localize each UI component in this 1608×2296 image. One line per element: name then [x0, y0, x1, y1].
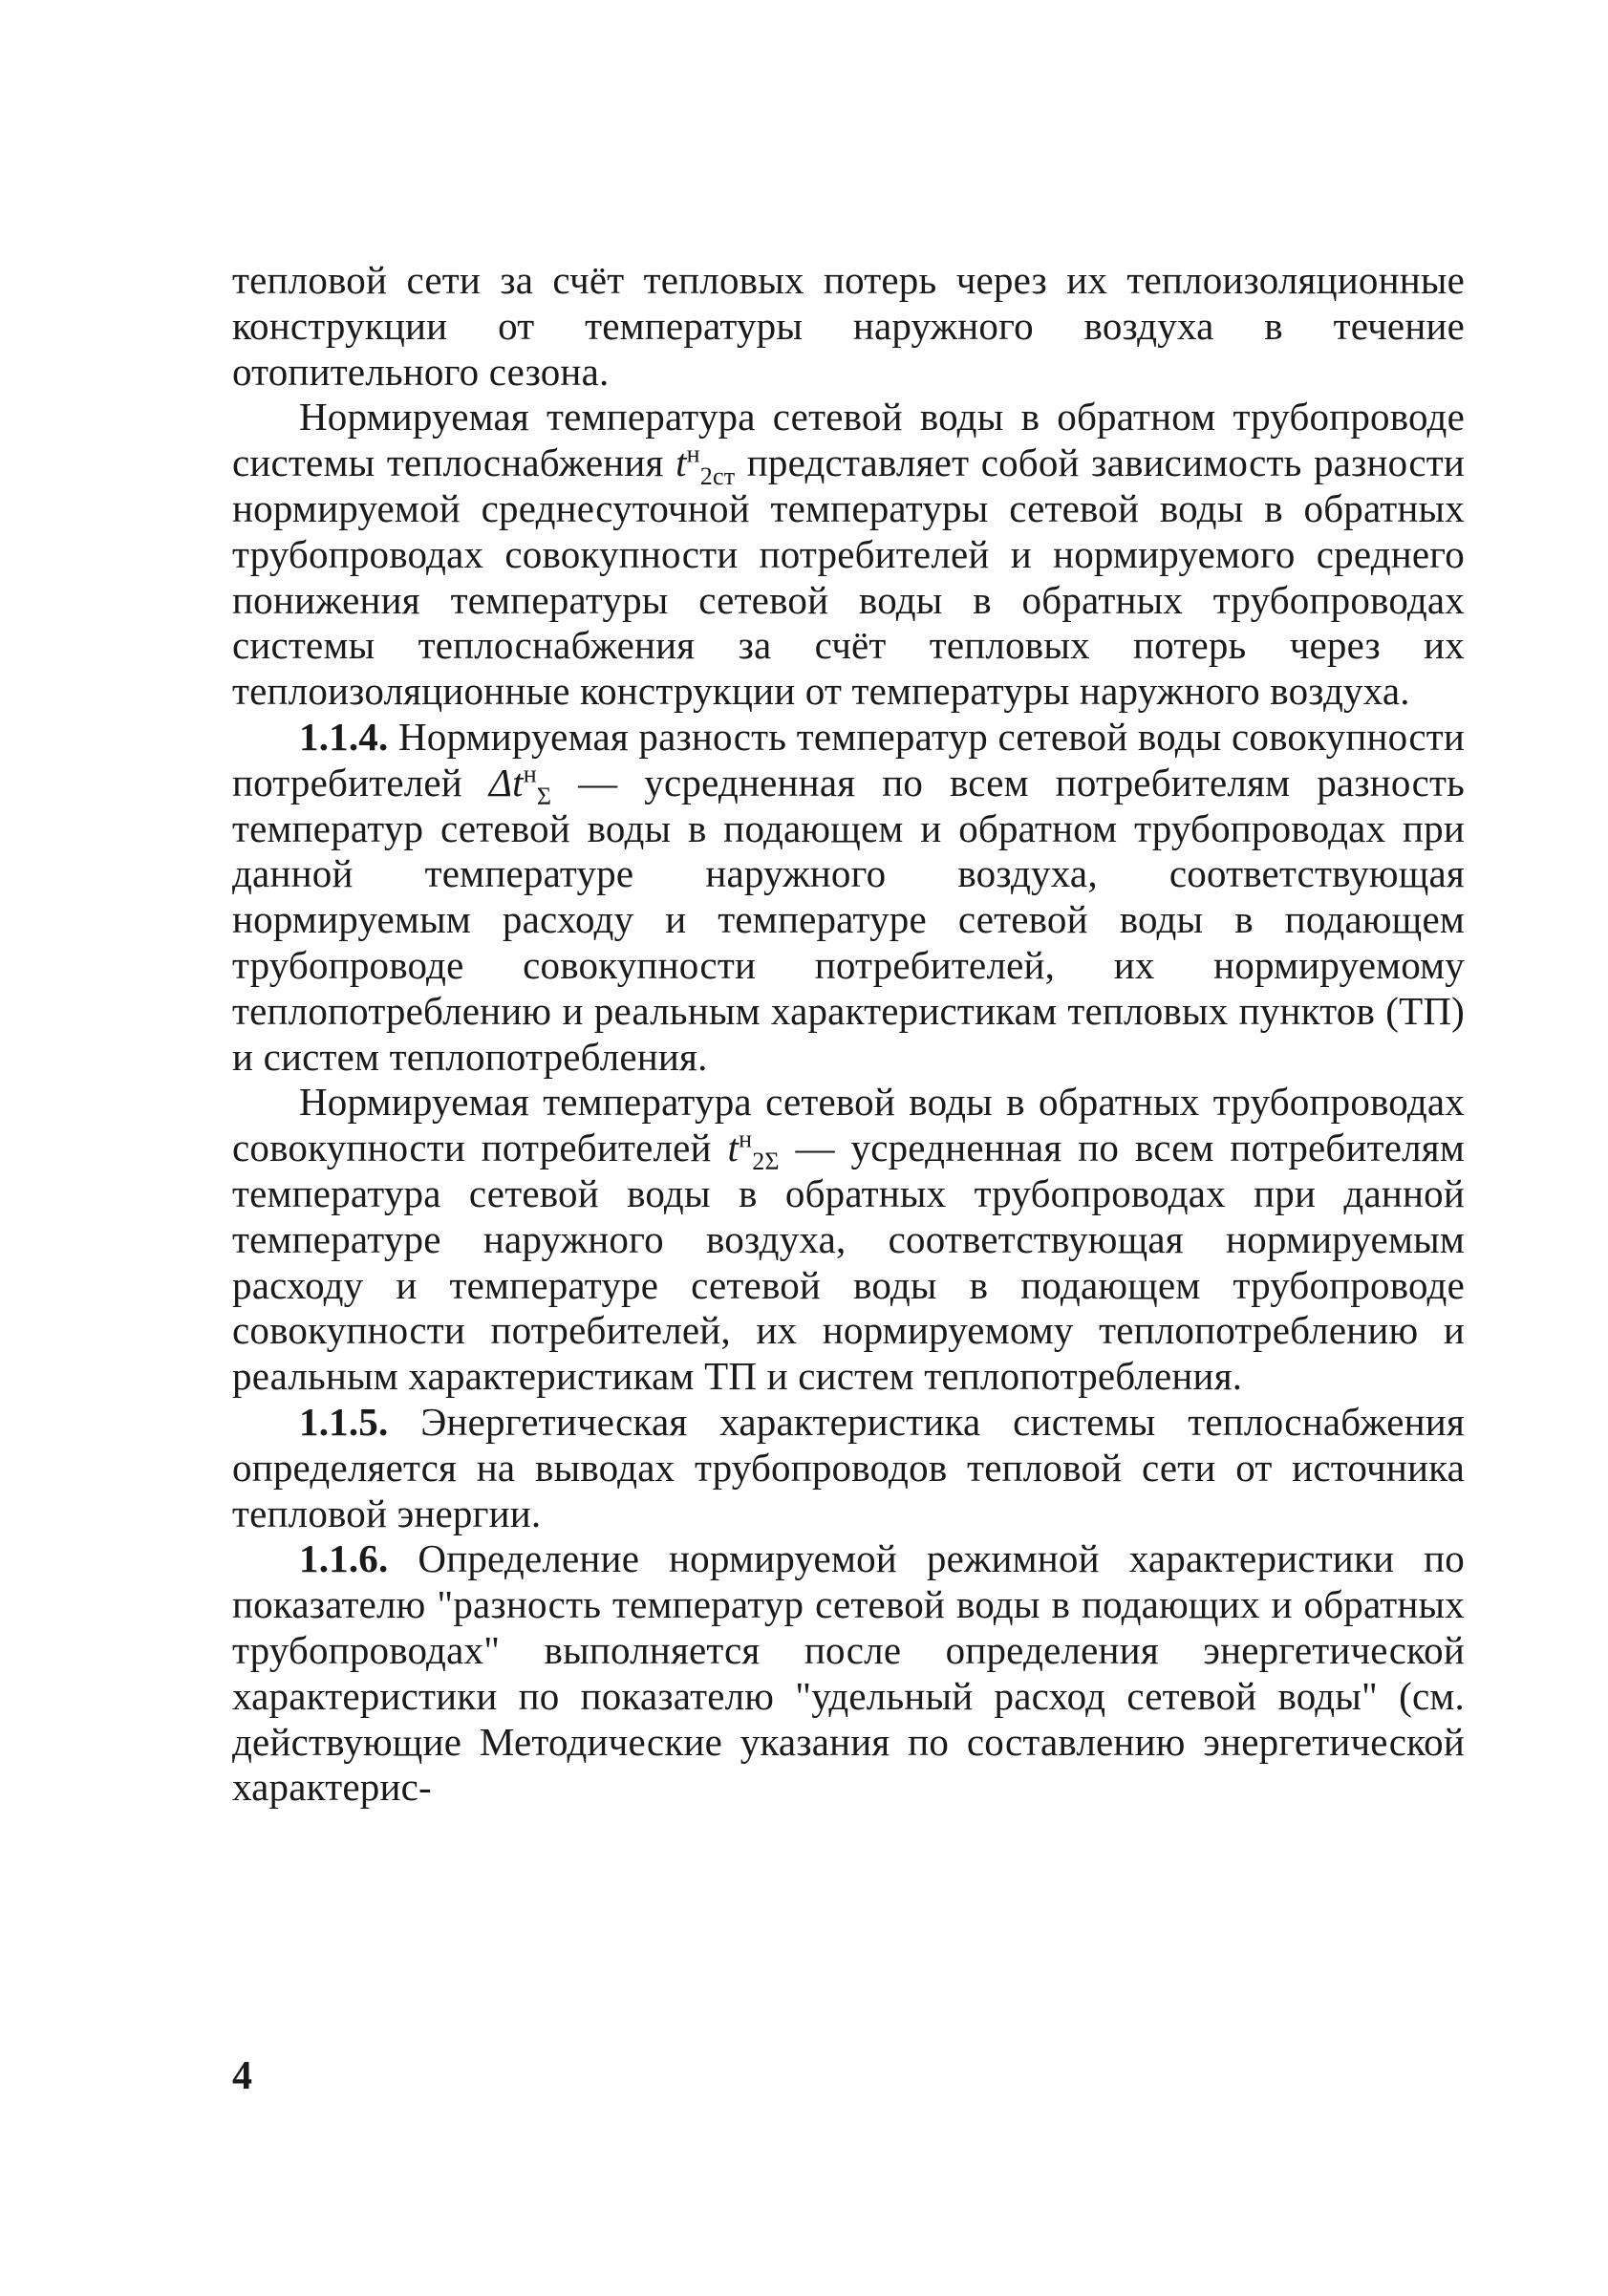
- symbol-delta-t-sum-base: Δt: [488, 760, 524, 805]
- symbol-delta-t-sum: [488, 760, 552, 810]
- paragraph-3-text-end: — усредненная по всем потребителям разность температур сетевой воды в подающем и обратном трубопроводах при данной температуре наружного воздуха, соответствующая нормируемым расходу и температуре сетевой воды в подающем трубопроводе совокупности потребителей, их нормируемому теплопотреблению и реальным характеристикам тепловых пунктов (ТП) и систем теплопотребления.: [232, 760, 1465, 1079]
- paragraph-3: [232, 715, 1465, 1080]
- symbol-t2-sum-sub: 2Σ: [752, 1148, 780, 1176]
- symbol-t2st-sub: 2ст: [699, 462, 736, 491]
- section-number-1-1-5: 1.1.5.: [299, 1399, 389, 1444]
- paragraph-5-text: Энергетическая характеристика системы теплоснабжения определяется на выводах трубопроводов тепловой сети от источника тепловой энергии.: [232, 1399, 1466, 1535]
- section-number-1-1-4: 1.1.4.: [299, 714, 389, 759]
- symbol-t2-sum: [727, 1125, 780, 1176]
- symbol-delta-t-sum-sup: н: [523, 760, 537, 788]
- page-body: [232, 258, 1465, 1811]
- paragraph-1-text: тепловой сети за счёт тепловых потерь через их теплоизоляционные конструкции от температуры наружного воздуха в течение отопительного сезона.: [232, 258, 1465, 394]
- paragraph-2-text-end: представляет собой зависимость разности нормируемой среднесуточной температуры сетевой воды в обратных трубопроводах совокупности потребителей и нормируемого среднего понижения температуры сетевой воды в обратных трубопроводах системы теплоснабжения за счёт тепловых потерь через их теплоизоляционные конструкции от температуры наружного воздуха.: [232, 440, 1465, 714]
- paragraph-2: [232, 395, 1465, 715]
- paragraph-4: [232, 1080, 1465, 1400]
- paragraph-2-text-start: Нормируемая температура сетевой воды в обратном трубопроводе системы теплоснабжения: [232, 395, 1465, 485]
- paragraph-6-text: Определение нормируемой режимной характеристики по показателю "разность температур сетевой воды в подающих и обратных трубопроводах" выполняется после определения энергетической характеристики по показателю "удельный расход сетевой воды" (см. действующие Методические указания по составлению энергетической характерис-: [232, 1536, 1465, 1810]
- symbol-t2st-base: t: [675, 440, 687, 485]
- symbol-t2-sum-base: t: [727, 1126, 740, 1170]
- paragraph-4-text-end: — усредненная по всем потребителям температура сетевой воды в обратных трубопроводах при данной температуре наружного воздуха, соответствующая нормируемым расходу и температуре сетевой воды в подающем трубопроводе совокупности потребителей, их нормируемому теплопотреблению и реальным характеристикам ТП и систем теплопотребления.: [232, 1126, 1466, 1399]
- paragraph-1: [232, 258, 1465, 395]
- paragraph-6: [232, 1536, 1465, 1811]
- paragraph-3-text-start: Нормируемая разность температур сетевой воды совокупности потребителей: [232, 714, 1465, 805]
- symbol-delta-t-sum-sub: Σ: [536, 782, 552, 810]
- paragraph-5: [232, 1400, 1465, 1536]
- symbol-t2st-sup: н: [686, 440, 700, 468]
- symbol-t2-sum-sup: н: [739, 1125, 753, 1153]
- paragraph-4-text-start: Нормируемая температура сетевой воды в обратных трубопроводах совокупности потребителей: [232, 1080, 1465, 1170]
- page-number: 4: [232, 2054, 252, 2098]
- section-number-1-1-6: 1.1.6.: [299, 1536, 389, 1581]
- symbol-t2st: [675, 440, 736, 491]
